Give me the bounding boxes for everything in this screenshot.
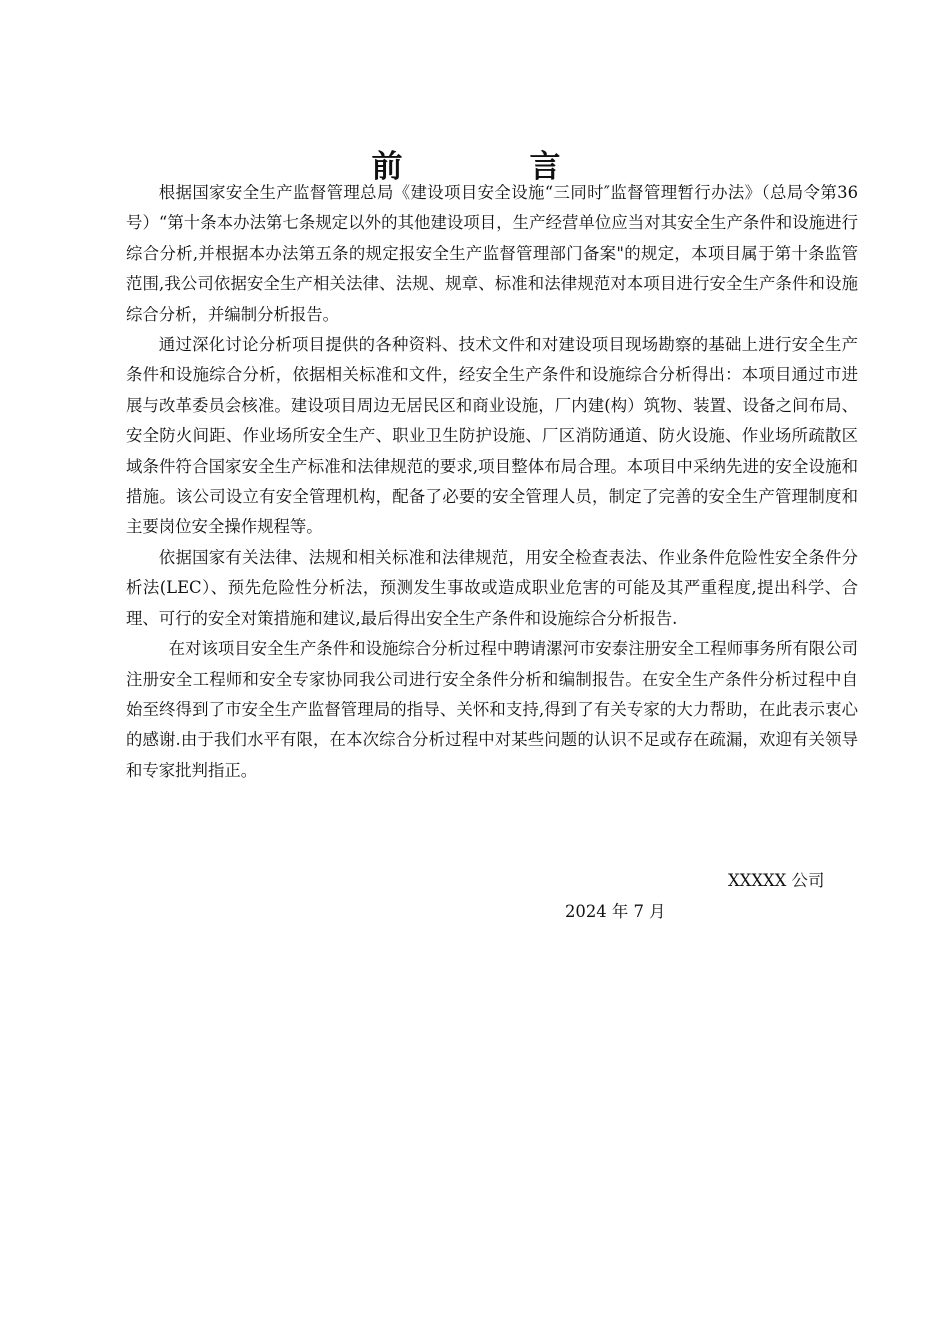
paragraph-3: 依据国家有关法律、法规和相关标准和法律规范，用安全检查表法、作业条件危险性安全条件分析法(LEC）、预先危险性分析法，预测发生事故或造成职业危害的可能及其严重程度,提出科学、合理、可行的安全对策措施和建议,最后得出安全生产条件和设施综合分析报告.	[126, 547, 858, 628]
body-text	[126, 178, 858, 786]
company-signature: XXXXX 公司	[728, 871, 825, 890]
signature-date: 2024 年 7 月	[565, 902, 666, 921]
page-title: 前 言	[371, 148, 609, 185]
paragraph-1: 根据国家安全生产监督管理总局《建设项目安全设施“三同时″监督管理暂行办法》（总局令第36号）“第十条本办法第七条规定以外的其他建设项目，生产经营单位应当对其安全生产条件和设施进行综合分析,并根据本办法第五条的规定报安全生产监督管理部门备案"的规定，本项目属于第十条监管范围,我公司依据安全生产相关法律、法规、规章、标准和法律规范对本项目进行安全生产条件和设施综合分析，并编制分析报告。	[126, 183, 858, 324]
paragraph-2: 通过深化讨论分析项目提供的各种资料、技术文件和对建设项目现场勘察的基础上进行安全生产条件和设施综合分析，依据相关标准和文件，经安全生产条件和设施综合分析得出：本项目通过市进展与改革委员会核准。建设项目周边无居民区和商业设施，厂内建(构）筑物、装置、设备之间布局、安全防火间距、作业场所安全生产、职业卫生防护设施、厂区消防通道、防火设施、作业场所疏散区域条件符合国家安全生产标准和法律规范的要求,项目整体布局合理。本项目中采纳先进的安全设施和措施。该公司设立有安全管理机构，配备了必要的安全管理人员，制定了完善的安全生产管理制度和主要岗位安全操作规程等。	[126, 335, 858, 537]
paragraph-4: 在对该项目安全生产条件和设施综合分析过程中聘请漯河市安泰注册安全工程师事务所有限公司注册安全工程师和安全专家协同我公司进行安全条件分析和编制报告。在安全生产条件分析过程中自始至终得到了市安全生产监督管理局的指导、关怀和支持,得到了有关专家的大力帮助，在此表示衷心的感谢.由于我们水平有限，在本次综合分析过程中对某些问题的认识不足或存在疏漏，欢迎有关领导和专家批判指正。	[126, 639, 858, 780]
